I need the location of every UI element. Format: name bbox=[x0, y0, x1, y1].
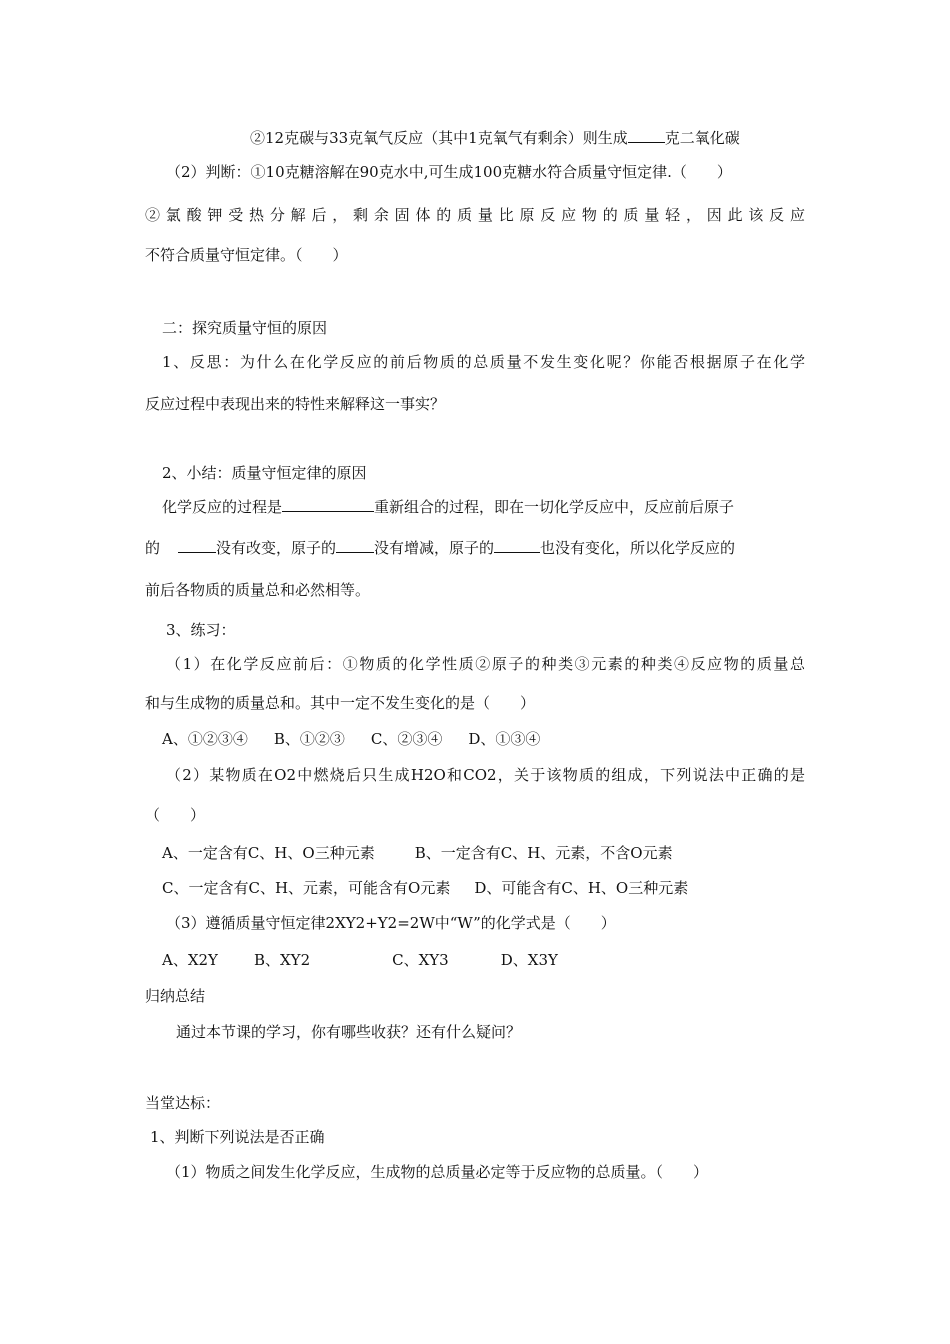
practice-heading: 3、练习： bbox=[166, 621, 236, 639]
question-2-options-row-2: C、一定含有C、H、元素，可能含有O元素 D、可能含有C、H、O三种元素 bbox=[162, 879, 689, 897]
answer-blank bbox=[494, 538, 540, 553]
judge-2-line-1: ②氯酸钾受热分解后，剩余固体的质量比原反应物的质量轻，因此该反应 bbox=[145, 206, 805, 224]
answer-blank bbox=[336, 538, 374, 553]
in-class-test-heading: 当堂达标： bbox=[145, 1094, 221, 1112]
answer-blank bbox=[628, 128, 665, 143]
reflection-line-2: 反应过程中表现出来的特性来解释这一事实？ bbox=[145, 395, 446, 413]
question-2-line-1: （2）某物质在O2中燃烧后只生成H2O和CO2，关于该物质的组成，下列说法中正确的是 bbox=[166, 766, 805, 784]
test-question-1: 1、判断下列说法是否正确 bbox=[150, 1128, 325, 1146]
judge-2-line-2: 不符合质量守恒定律。（ ） bbox=[145, 246, 348, 264]
question-2-options-row-1: A、一定含有C、H、O三种元素 B、一定含有C、H、元素，不含O元素 bbox=[162, 844, 673, 862]
question-1-options: A、①②③④ B、①②③ C、②③④ D、①③④ bbox=[162, 730, 541, 748]
test-question-1-1: （1）物质之间发生化学反应，生成物的总质量必定等于反应物的总质量。（ ） bbox=[166, 1163, 709, 1181]
conclusion-text: 通过本节课的学习，你有哪些收获？还有什么疑问？ bbox=[176, 1023, 522, 1041]
conclusion-heading: 归纳总结 bbox=[145, 987, 206, 1005]
section-heading-2: 二：探究质量守恒的原因 bbox=[162, 319, 328, 337]
summary-heading: 2、小结：质量守恒定律的原因 bbox=[162, 464, 367, 482]
question-1-line-1: （1）在化学反应前后：①物质的化学性质②原子的种类③元素的种类④反应物的质量总 bbox=[166, 655, 805, 673]
summary-line-1: 化学反应的过程是 重新组合的过程，即在一切化学反应中，反应前后原子 bbox=[162, 498, 735, 516]
summary-line-2: 的 没有改变，原子的 没有增减，原子的 也没有变化，所以化学反应的 bbox=[145, 539, 736, 557]
answer-blank bbox=[282, 497, 374, 512]
question-3-options: A、X2Y B、XY2 C、XY3 D、X3Y bbox=[162, 951, 558, 969]
question-2-line-2: （ ） bbox=[145, 806, 206, 824]
question-1-line-2: 和与生成物的质量总和。其中一定不发生变化的是（ ） bbox=[145, 694, 536, 712]
judge-heading-line: （2）判断：①10克糖溶解在90克水中,可生成100克糖水符合质量守恒定律.（ ） bbox=[166, 163, 732, 181]
answer-blank bbox=[178, 538, 216, 553]
summary-line-3: 前后各物质的质量总和必然相等。 bbox=[145, 581, 371, 599]
line-fill-blank-2: ②12克碳与33克氧气反应（其中1克氧气有剩余）则生成 克二氧化碳 bbox=[250, 129, 740, 147]
question-3-line: （3）遵循质量守恒定律2XY2+Y2=2W中“W”的化学式是（ ） bbox=[166, 914, 616, 932]
reflection-line-1: 1、反思：为什么在化学反应的前后物质的总质量不发生变化呢？你能否根据原子在化学 bbox=[162, 353, 805, 371]
